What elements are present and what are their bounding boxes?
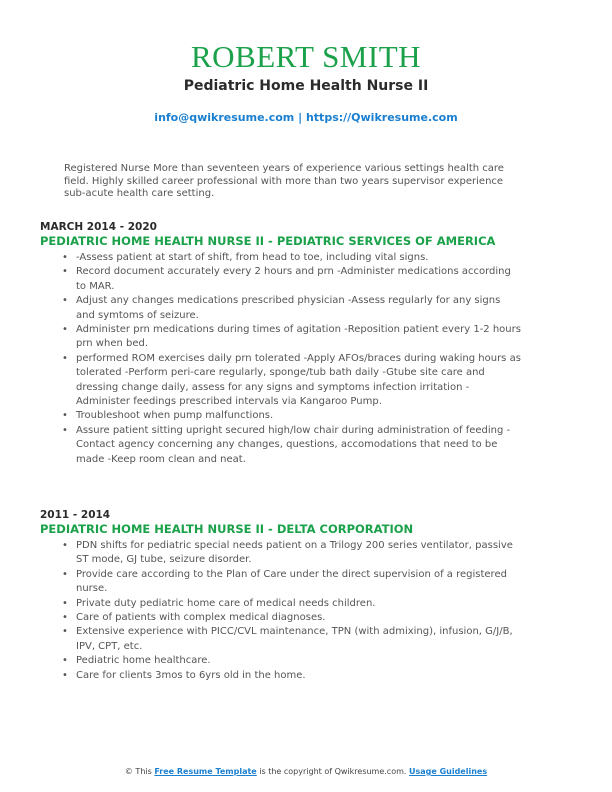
list-item: • Assure patient sitting upright secured high/low chair during administration of feeding -Contact agency concerning any changes, questions, accomodations that need to be made -Keep room clean and neat. [76, 424, 521, 467]
job-dates: MARCH 2014 - 2020 [40, 221, 157, 233]
job-entry-2 [40, 509, 580, 683]
list-item: • Troubleshoot when pump malfunctions. [76, 409, 521, 423]
list-item: • Extensive experience with PICC/CVL maintenance, TPN (with admixing), infusion, G/J/B, IPV, CPT, etc. [76, 625, 521, 654]
candidate-title: Pediatric Home Health Nurse II [183, 78, 429, 94]
list-item: • Provide care according to the Plan of Care under the direct supervision of a registered nurse. [76, 568, 521, 597]
list-item: • Care for clients 3mos to 6yrs old in the home. [76, 669, 521, 683]
list-item: • Care of patients with complex medical diagnoses. [76, 611, 521, 625]
website-link[interactable]: https://Qwikresume.com [305, 111, 458, 124]
contact-separator: | [294, 111, 306, 124]
list-item: • Pediatric home healthcare. [76, 654, 521, 668]
job-bullets [40, 251, 580, 467]
list-item: • Record document accurately every 2 hours and prn -Administer medications according to MAR. [76, 265, 521, 294]
footer-middle: is the copyright of Qwikresume.com. [256, 767, 409, 776]
copyright-footer [0, 766, 612, 778]
email-link[interactable]: info@qwikresume.com [154, 111, 295, 124]
list-item: • Private duty pediatric home care of medical needs children. [76, 597, 521, 611]
list-item: • -Assess patient at start of shift, from head to toe, including vital signs. [76, 251, 521, 265]
job-title: PEDIATRIC HOME HEALTH NURSE II - PEDIATRIC SERVICES OF AMERICA [40, 234, 496, 248]
candidate-name: ROBERT SMITH [190, 39, 422, 74]
job-entry-1 [40, 221, 580, 467]
list-item: • Adjust any changes medications prescribed physician -Assess regularly for any signs and symtoms of seizure. [76, 294, 521, 323]
list-item: • Administer prn medications during times of agitation -Reposition patient every 1-2 hours prn when bed. [76, 323, 521, 352]
contact-line [0, 111, 612, 125]
usage-guidelines-link[interactable]: Usage Guidelines [408, 767, 488, 776]
free-resume-template-link[interactable]: Free Resume Template [154, 767, 257, 776]
footer-prefix: © This [124, 767, 155, 776]
job-title: PEDIATRIC HOME HEALTH NURSE II - DELTA CORPORATION [40, 522, 414, 536]
job-bullets [40, 539, 580, 683]
list-item: • performed ROM exercises daily prn tolerated -Apply AFOs/braces during waking hours as tolerated -Perform peri-care regularly, sponge/tub bath daily -Gtube site care and dressing change daily, assess for any signs and symptoms infection irritation -Administer feedings prescribed intervals via Kangaroo Pump. [76, 352, 521, 410]
job-dates: 2011 - 2014 [40, 509, 111, 521]
list-item: • PDN shifts for pediatric special needs patient on a Trilogy 200 series ventilator, passive ST mode, GJ tube, seizure disorder. [76, 539, 521, 568]
professional-summary: Registered Nurse More than seventeen years of experience various settings health care field. Highly skilled career professional with more than two years supervisor experience sub-acute health care setting. [64, 163, 504, 200]
